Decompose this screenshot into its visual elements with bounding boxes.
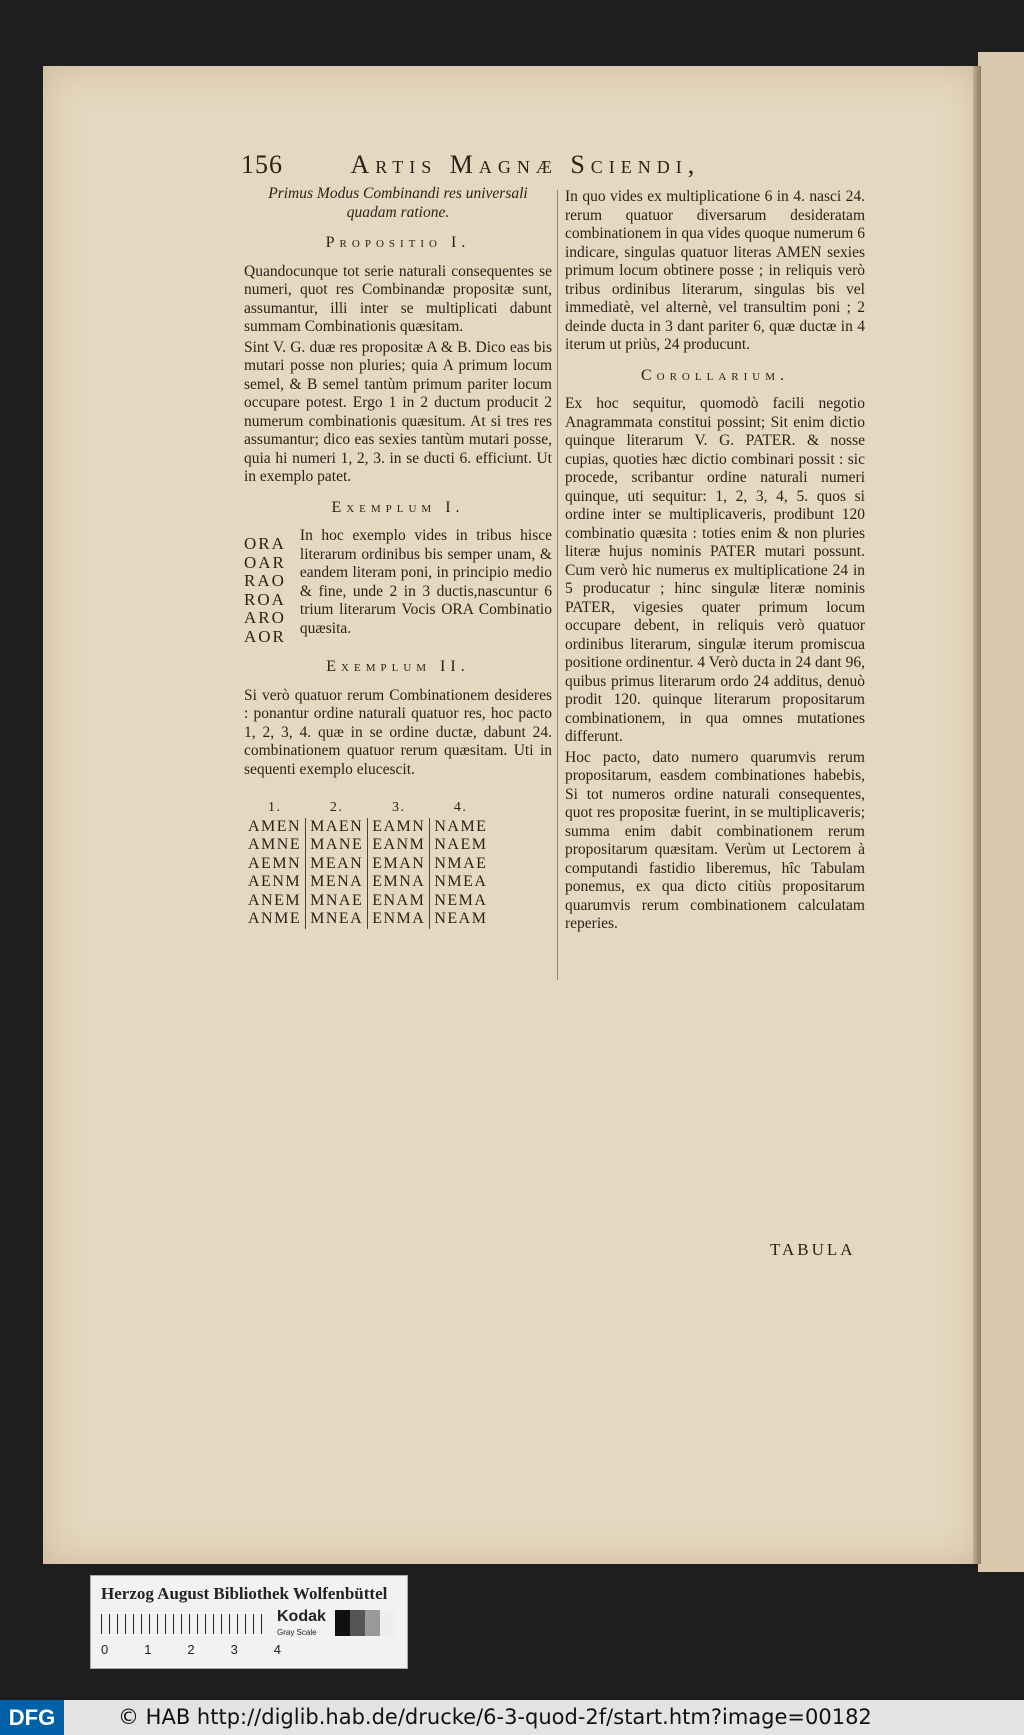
table-row — [244, 836, 491, 855]
gray-swatches — [335, 1610, 395, 1636]
running-header — [241, 150, 781, 180]
table-cell: EMNA — [368, 873, 430, 892]
swatch — [380, 1610, 395, 1636]
kodak-logo: Kodak — [277, 1608, 326, 1625]
permutation: OAR — [244, 552, 286, 572]
exemplum-1 — [244, 527, 552, 646]
ruler-number: 1 — [144, 1642, 152, 1657]
corollarium-text: Ex hoc sequitur, quomodò facili negotio Anagrammata constitui possint; Sit enim dictio quinque literarum V. G. PATER. & nosse cupias, quoties hæc dictio combinari possit : sic procede, scribantur ordine naturali numeri quinque, uti sequitur: 1, 2, 3, 4, 5. quos si ordine inter se multiplicaveris, prodibunt 120 combinatio quæsita : toties enim & non pluries literæ hujus nominis PATER mutari possunt. Cum verò hic numerus ex multiplicatione 24 in 5 producatur ; hinc singulæ literæ nominis PATER, vigesies quater primum locum occupare debent, in reliquis verò quatuor ordinibus literarum, singulæ iterum promiscua positione ordinentur. 4 Verò ducta in 24 dant 96, quibus primus literarum ordo 24 additus, denuò prodit 120. quinque literarum propositarum combinationem, in qua omnes mutationes differunt. — [565, 395, 865, 745]
table-cell: ENMA — [368, 910, 430, 929]
table-cell: NEMA — [434, 891, 488, 909]
table-cell: MEAN — [306, 855, 368, 874]
table-row — [244, 855, 491, 874]
exemplum-1-text: In hoc exemplo vides in tribus hisce literarum ordinibus bis semper unam, & eandem literam poni, in principio medio & fine, unde 2 in 3 ductis,nascuntur 6 trium literarum Vocis ORA Combinatio quæsita. — [299, 527, 552, 637]
column-header: 3. — [392, 800, 406, 815]
permutation: ROA — [244, 589, 286, 609]
exemplum-2-heading: Exemplum II. — [326, 658, 470, 675]
section-intro: Primus Modus Combinandi res universali quadam ratione. — [268, 185, 528, 221]
column-header: 4. — [453, 800, 468, 815]
dfg-logo: DFG — [0, 1700, 64, 1735]
library-scale-card — [90, 1575, 408, 1669]
propositio-text: Quandocunque tot serie naturali consequentes se numeri, quot res Combinandæ propositæ sunt, assumantur, illi inter se multiplicati dabunt summam Combinationis quæsitam. — [244, 262, 552, 335]
table-header-row — [244, 799, 491, 818]
table-cell: EMAN — [368, 855, 430, 874]
left-column — [244, 185, 552, 929]
left-paragraph: Sint V. G. duæ res propositæ A & B. Dico eas bis mutari posse non pluries; quia A primum locum semel, & B semel tantùm primum pariter locum occupare potest. Ergo 1 in 2 ductum producit 2 numerum combinationis quæsitum. At si tres res assumantur; dico eas sexies tantùm mutari posse, quia hi numeri 1, 2, 3. in se ducti 6. efficiunt. Ut in exemplo patet. — [244, 338, 552, 485]
table-cell: MNAE — [306, 892, 368, 911]
table-cell: NAEM — [434, 836, 488, 853]
exemplum-1-heading: Exemplum I. — [331, 498, 465, 516]
table-cell: ANEM — [244, 892, 306, 911]
combination-table — [244, 799, 491, 929]
ruler-scale — [101, 1614, 266, 1634]
right-paragraph: In quo vides ex multiplicatione 6 in 4. nasci 24. rerum quatuor diversarum desideratam combinationem in qua vides quoque numerum 6 indicare, singulas quatuor literas AMEN sexies primum locum obtinere posse ; in reliquis verò tribus ordinibus literarum, singulas bis vel immediatè, vel alternè, vel transultim poni ; 2 deinde ducta in 3 dant pariter 6, quæ ductæ in 4 iterum ut priùs, 24 producunt. — [565, 188, 865, 353]
column-header: 1. — [268, 800, 282, 815]
viewer-footer — [0, 1700, 1024, 1735]
right-column — [565, 188, 865, 936]
table-cell: MANE — [306, 836, 368, 855]
table-cell: AMNE — [244, 836, 306, 855]
page-number: 156 — [241, 150, 283, 179]
page-gutter — [973, 66, 981, 1564]
table-row — [244, 892, 491, 911]
swatch — [365, 1610, 380, 1636]
table-cell: NMAE — [434, 854, 488, 872]
next-page-edge — [978, 52, 1024, 1572]
ruler-numbers — [101, 1642, 281, 1657]
table-cell: NEAM — [434, 910, 488, 927]
table-cell: MAEN — [306, 818, 368, 837]
permutation: AOR — [244, 626, 286, 646]
swatch — [335, 1610, 350, 1636]
catchword: TABULA — [770, 1240, 856, 1259]
column-divider — [557, 190, 558, 980]
table-cell: NMEA — [434, 873, 488, 890]
permutation: RAO — [244, 571, 286, 590]
ruler-number: 4 — [273, 1642, 281, 1657]
source-url[interactable]: © HAB http://diglib.hab.de/drucke/6-3-quod-2f/start.htm?image=00182 — [118, 1705, 872, 1729]
table-cell: AENM — [244, 873, 306, 892]
permutation: ORA — [244, 534, 286, 553]
running-title: Artis Magnæ Sciendi, — [350, 150, 701, 179]
permutation-list — [244, 527, 286, 646]
table-cell: AMEN — [244, 818, 306, 837]
ruler-number: 2 — [187, 1642, 195, 1657]
table-cell: MNEA — [306, 910, 368, 929]
propositio-heading: Propositio I. — [325, 234, 471, 251]
gray-scale-label: Gray Scale — [277, 1628, 317, 1637]
table-row — [244, 910, 491, 929]
table-cell: AEMN — [244, 855, 306, 874]
permutation: ARO — [244, 608, 286, 627]
ruler-number: 0 — [101, 1642, 109, 1657]
swatch — [350, 1610, 365, 1636]
exemplum-2-text: Si verò quatuor rerum Combinationem desideres : ponantur ordine naturali quatuor res, hoc pacto 1, 2, 3, 4. quæ in se ordine ductæ, dabunt 24. combinationem quatuor rerum quæsitam. Uti in sequenti exemplo elucescit. — [244, 686, 552, 778]
table-cell: ENAM — [368, 892, 430, 911]
table-row — [244, 818, 491, 837]
table-cell: ANME — [244, 910, 306, 929]
corollarium-heading: Corollarium. — [640, 366, 789, 384]
table-cell: MENA — [306, 873, 368, 892]
table-row — [244, 873, 491, 892]
right-paragraph: Hoc pacto, dato numero quarumvis rerum propositarum, easdem combinationes habebis, Si tot numeros ordine naturali consequentes, quot res propositæ fuerint, in se multiplicaveris; summa enim dabit combinationem rerum propositarum quæsitam. Verùm ut Lectorem à computandi fastidio liberemus, hîc Tabulam ponemus, ex qua dicto citiùs propositarum quarumvis rerum combinationem calculatam reperies. — [565, 748, 865, 932]
library-name: Herzog August Bibliothek Wolfenbüttel — [101, 1584, 388, 1603]
table-cell: EANM — [368, 836, 430, 855]
ruler-number: 3 — [230, 1642, 238, 1657]
table-cell: EAMN — [368, 818, 430, 837]
table-cell: NAME — [434, 817, 488, 835]
column-header: 2. — [329, 800, 344, 815]
